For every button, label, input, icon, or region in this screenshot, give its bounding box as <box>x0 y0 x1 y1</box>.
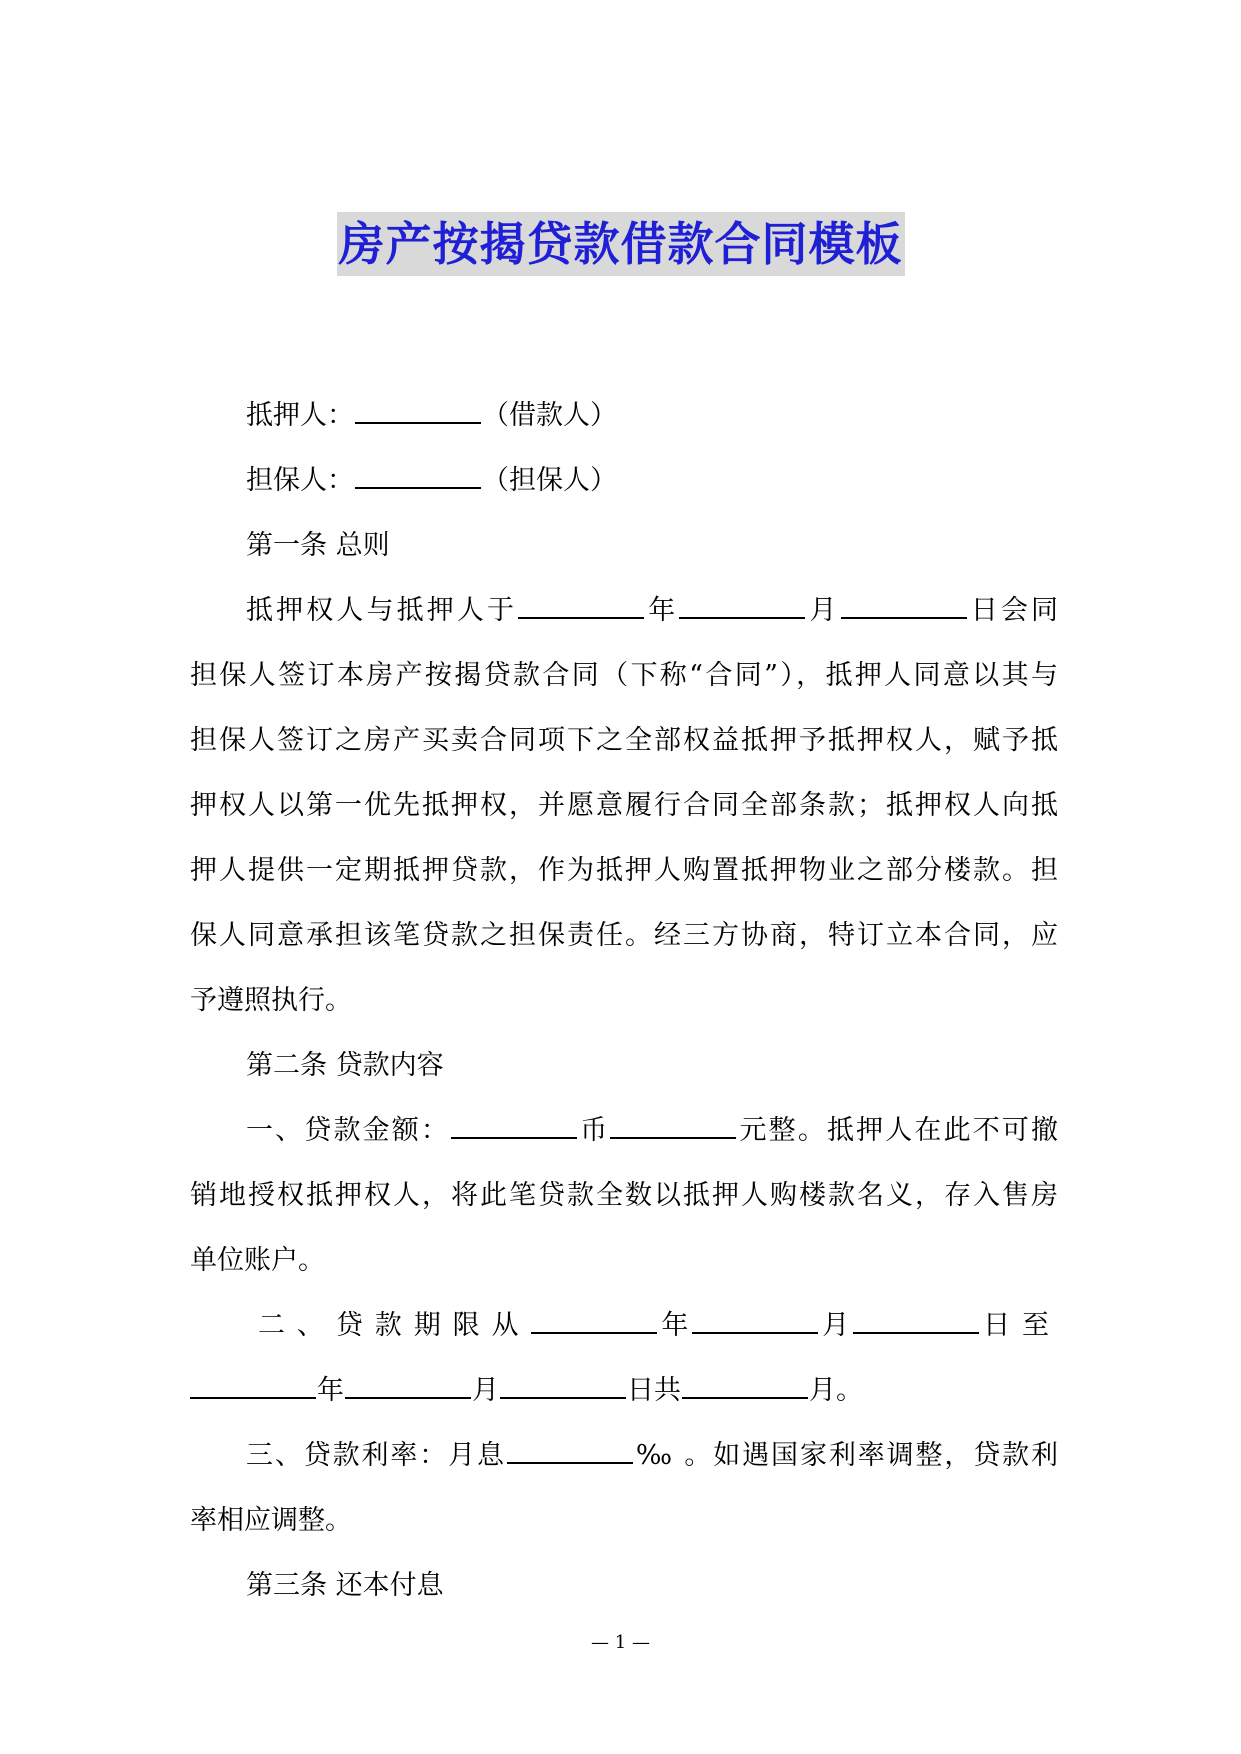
paragraph-line <box>190 1423 1058 1488</box>
paragraph-line <box>190 1098 1058 1163</box>
blank-field <box>853 1306 979 1334</box>
paragraph-line <box>190 1358 1058 1423</box>
text-run: 二、贷款期限从 <box>258 1310 531 1341</box>
document-title: 房产按揭贷款借款合同模板 <box>337 212 905 276</box>
blank-field <box>518 591 644 619</box>
paragraph-line <box>190 1293 1058 1358</box>
guarantor-label: 担保人： <box>246 465 354 496</box>
document-body <box>190 383 1058 1618</box>
paragraph-line: 押人提供一定期抵押贷款，作为抵押人购置抵押物业之部分楼款。担 <box>190 855 1058 886</box>
paragraph-line: 担保人签订之房产买卖合同项下之全部权益抵押予抵押权人，赋予抵 <box>190 725 1058 756</box>
article-3-heading: 第三条 还本付息 <box>246 1570 444 1601</box>
text-run: 月。 <box>809 1375 863 1406</box>
paragraph-line: 销地授权抵押权人，将此笔贷款全数以抵押人购楼款名义，存入售房 <box>190 1180 1058 1211</box>
blank-field <box>531 1306 657 1334</box>
page-number: — 1 — <box>591 1632 650 1653</box>
text-run: 年 <box>317 1375 344 1406</box>
blank-field <box>190 1371 316 1399</box>
blank-field <box>841 591 967 619</box>
mortgagor-role: （借款人） <box>482 400 617 431</box>
article-2-heading: 第二条 贷款内容 <box>246 1050 444 1081</box>
blank-field <box>355 396 481 424</box>
blank-field <box>682 1371 808 1399</box>
blank-field <box>451 1111 577 1139</box>
text-run: 三、贷款利率：月息 <box>246 1440 506 1471</box>
text-run: 年 <box>658 1310 692 1341</box>
mortgagor-label: 抵押人： <box>246 400 354 431</box>
blank-field <box>345 1371 471 1399</box>
title-area <box>0 212 1241 276</box>
text-run: 日共 <box>627 1375 681 1406</box>
text-run: 一、贷款金额： <box>246 1115 451 1146</box>
text-run: 币 <box>578 1115 610 1146</box>
text-run: ‰ 。如遇国家利率调整，贷款利 <box>633 1440 1059 1471</box>
guarantor-line <box>190 448 1058 513</box>
blank-field <box>692 1306 818 1334</box>
text-run: 月 <box>806 595 840 626</box>
blank-field <box>507 1436 633 1464</box>
blank-field <box>610 1111 736 1139</box>
article-1-heading: 第一条 总则 <box>246 530 390 561</box>
blank-field <box>679 591 805 619</box>
paragraph-line <box>190 578 1058 643</box>
paragraph-line: 担保人签订本房产按揭贷款合同（下称“合同”），抵押人同意以其与 <box>190 660 1058 691</box>
text-run: 年 <box>645 595 679 626</box>
text-run: 抵押权人与抵押人于 <box>246 595 518 626</box>
guarantor-role: （担保人） <box>482 465 617 496</box>
text-run: 元整。抵押人在此不可撤 <box>737 1115 1059 1146</box>
paragraph-line: 予遵照执行。 <box>190 985 352 1016</box>
text-run: 月 <box>472 1375 499 1406</box>
blank-field <box>355 461 481 489</box>
paragraph-line: 率相应调整。 <box>190 1505 352 1536</box>
mortgagor-line <box>190 383 1058 448</box>
text-run: 日至 <box>980 1310 1059 1341</box>
paragraph-line: 押权人以第一优先抵押权，并愿意履行合同全部条款；抵押权人向抵 <box>190 790 1058 821</box>
blank-field <box>500 1371 626 1399</box>
text-run: 月 <box>819 1310 853 1341</box>
paragraph-line: 单位账户。 <box>190 1245 325 1276</box>
text-run: 日会同 <box>967 595 1058 626</box>
paragraph-line: 保人同意承担该笔贷款之担保责任。经三方协商，特订立本合同，应 <box>190 920 1058 951</box>
